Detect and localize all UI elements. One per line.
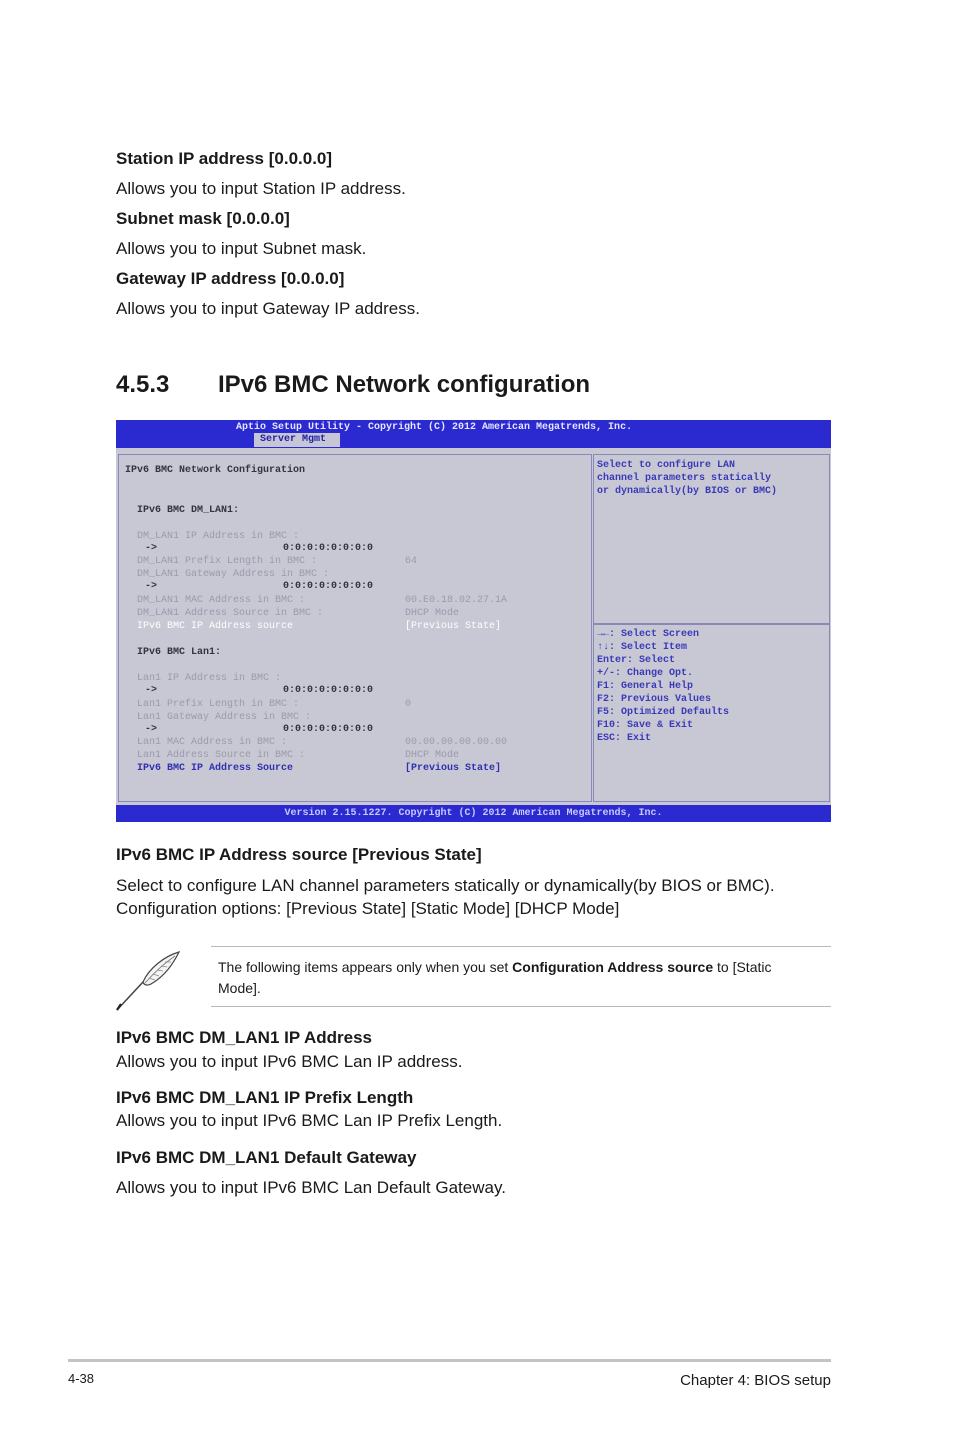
station-ip-heading: Station IP address [0.0.0.0]	[116, 149, 333, 168]
lan-ip-arrow: ->	[145, 685, 158, 696]
key-hint: F5: Optimized Defaults	[597, 707, 730, 718]
lan-gw-arrow: ->	[145, 724, 158, 735]
lan-gw-value: 0:0:0:0:0:0:0:0	[283, 724, 374, 735]
tab-server-mgmt[interactable]: Server Mgmt	[254, 433, 340, 447]
lan-mac-value: 00.00.00.00.00.00	[405, 737, 508, 748]
section-number: 4.5.3	[116, 371, 170, 398]
dm-lan-ip-heading: IPv6 BMC DM_LAN1 IP Address	[116, 1028, 373, 1047]
key-hint: Enter: Select	[597, 655, 676, 666]
section-title: IPv6 BMC Network configuration	[218, 371, 591, 398]
lan-ip-source-option[interactable]: IPv6 BMC IP Address Source	[137, 763, 294, 774]
dm-prefix-value: 64	[405, 556, 418, 567]
subnet-mask-desc: Allows you to input Subnet mask.	[116, 239, 367, 258]
lan-ip-label: Lan1 IP Address in BMC :	[137, 673, 282, 684]
bios-screenshot	[116, 420, 831, 822]
bios-body	[116, 448, 831, 805]
note-post: to [Static	[713, 959, 772, 975]
dm-gw-arrow: ->	[145, 581, 158, 592]
lan-mac-label: Lan1 MAC Address in BMC :	[137, 737, 288, 748]
lan-gw-label: Lan1 Gateway Address in BMC :	[137, 712, 312, 723]
help-line: channel parameters statically	[597, 473, 772, 484]
note-text	[218, 957, 831, 978]
dm-mac-value: 00.E0.18.02.27.1A	[405, 595, 508, 606]
lan-ip-source-value[interactable]: [Previous State]	[405, 763, 502, 774]
dm-ip-label: DM_LAN1 IP Address in BMC :	[137, 531, 300, 542]
key-hint: F1: General Help	[597, 681, 694, 692]
subnet-mask-heading: Subnet mask [0.0.0.0]	[116, 209, 290, 228]
lan-prefix-label: Lan1 Prefix Length in BMC :	[137, 699, 300, 710]
dm-prefix-label: DM_LAN1 Prefix Length in BMC :	[137, 556, 318, 567]
key-hint: →←: Select Screen	[597, 629, 700, 640]
help-line: Select to configure LAN	[597, 460, 736, 471]
bios-heading: IPv6 BMC Network Configuration	[125, 465, 306, 476]
key-hint: F2: Previous Values	[597, 694, 712, 705]
note-top-rule	[211, 946, 831, 947]
dm-ip-value: 0:0:0:0:0:0:0:0	[283, 543, 374, 554]
dm-ip-arrow: ->	[145, 543, 158, 554]
gateway-ip-desc: Allows you to input Gateway IP address.	[116, 299, 420, 318]
dm-mac-label: DM_LAN1 MAC Address in BMC :	[137, 595, 306, 606]
dm-src-label: DM_LAN1 Address Source in BMC :	[137, 608, 324, 619]
dm-lan-ip-desc: Allows you to input IPv6 BMC Lan IP address.	[116, 1052, 463, 1071]
bios-help-panel	[593, 454, 830, 624]
footer-rule	[68, 1359, 831, 1362]
note-bold: Configuration Address source	[512, 959, 714, 975]
lan-header: IPv6 BMC Lan1:	[137, 647, 222, 658]
lan-src-value: DHCP Mode	[405, 750, 460, 761]
ip-source-heading: IPv6 BMC IP Address source [Previous State]	[116, 845, 482, 864]
ip-source-desc: Select to configure LAN channel parameters statically or dynamically(by BIOS or BMC).	[116, 876, 775, 895]
dm-lan-gateway-heading: IPv6 BMC DM_LAN1 Default Gateway	[116, 1148, 417, 1167]
key-hint: +/-: Change Opt.	[597, 668, 694, 679]
ip-source-options: Configuration options: [Previous State] [Static Mode] [DHCP Mode]	[116, 899, 620, 918]
chapter-label: Chapter 4: BIOS setup	[680, 1372, 831, 1389]
station-ip-desc: Allows you to input Station IP address.	[116, 179, 406, 198]
bios-title-bar	[116, 420, 831, 448]
lan-prefix-value: 0	[405, 699, 412, 710]
lan-src-label: Lan1 Address Source in BMC :	[137, 750, 306, 761]
dm-ip-source-option[interactable]: IPv6 BMC IP Address source	[137, 621, 294, 632]
page-number: 4-38	[68, 1371, 95, 1386]
feather-pen-icon	[113, 950, 183, 1012]
dm-lan-gateway-desc: Allows you to input IPv6 BMC Lan Default Gateway.	[116, 1178, 506, 1197]
key-hint: ESC: Exit	[597, 733, 652, 744]
key-hint: F10: Save & Exit	[597, 720, 694, 731]
key-hint: ↑↓: Select Item	[597, 642, 688, 653]
bios-title: Aptio Setup Utility - Copyright (C) 2012 American Megatrends, Inc.	[236, 422, 633, 433]
dm-lan-prefix-heading: IPv6 BMC DM_LAN1 IP Prefix Length	[116, 1088, 414, 1107]
note-pre: The following items appears only when you set	[218, 959, 513, 975]
dm-ip-source-value[interactable]: [Previous State]	[405, 621, 502, 632]
dm-gw-label: DM_LAN1 Gateway Address in BMC :	[137, 569, 330, 580]
bios-keys-panel	[593, 624, 830, 802]
bios-version-bar: Version 2.15.1227. Copyright (C) 2012 American Megatrends, Inc.	[116, 805, 831, 822]
dm-lan-prefix-desc: Allows you to input IPv6 BMC Lan IP Prefix Length.	[116, 1111, 503, 1130]
dm-src-value: DHCP Mode	[405, 608, 460, 619]
lan-ip-value: 0:0:0:0:0:0:0:0	[283, 685, 374, 696]
bios-settings-panel	[118, 454, 592, 802]
gateway-ip-heading: Gateway IP address [0.0.0.0]	[116, 269, 345, 288]
dm-gw-value: 0:0:0:0:0:0:0:0	[283, 581, 374, 592]
help-line: or dynamically(by BIOS or BMC)	[597, 486, 778, 497]
dm-lan-header: IPv6 BMC DM_LAN1:	[137, 505, 240, 516]
note-bottom-rule	[211, 1006, 831, 1007]
note-text-line2: Mode].	[218, 980, 261, 996]
